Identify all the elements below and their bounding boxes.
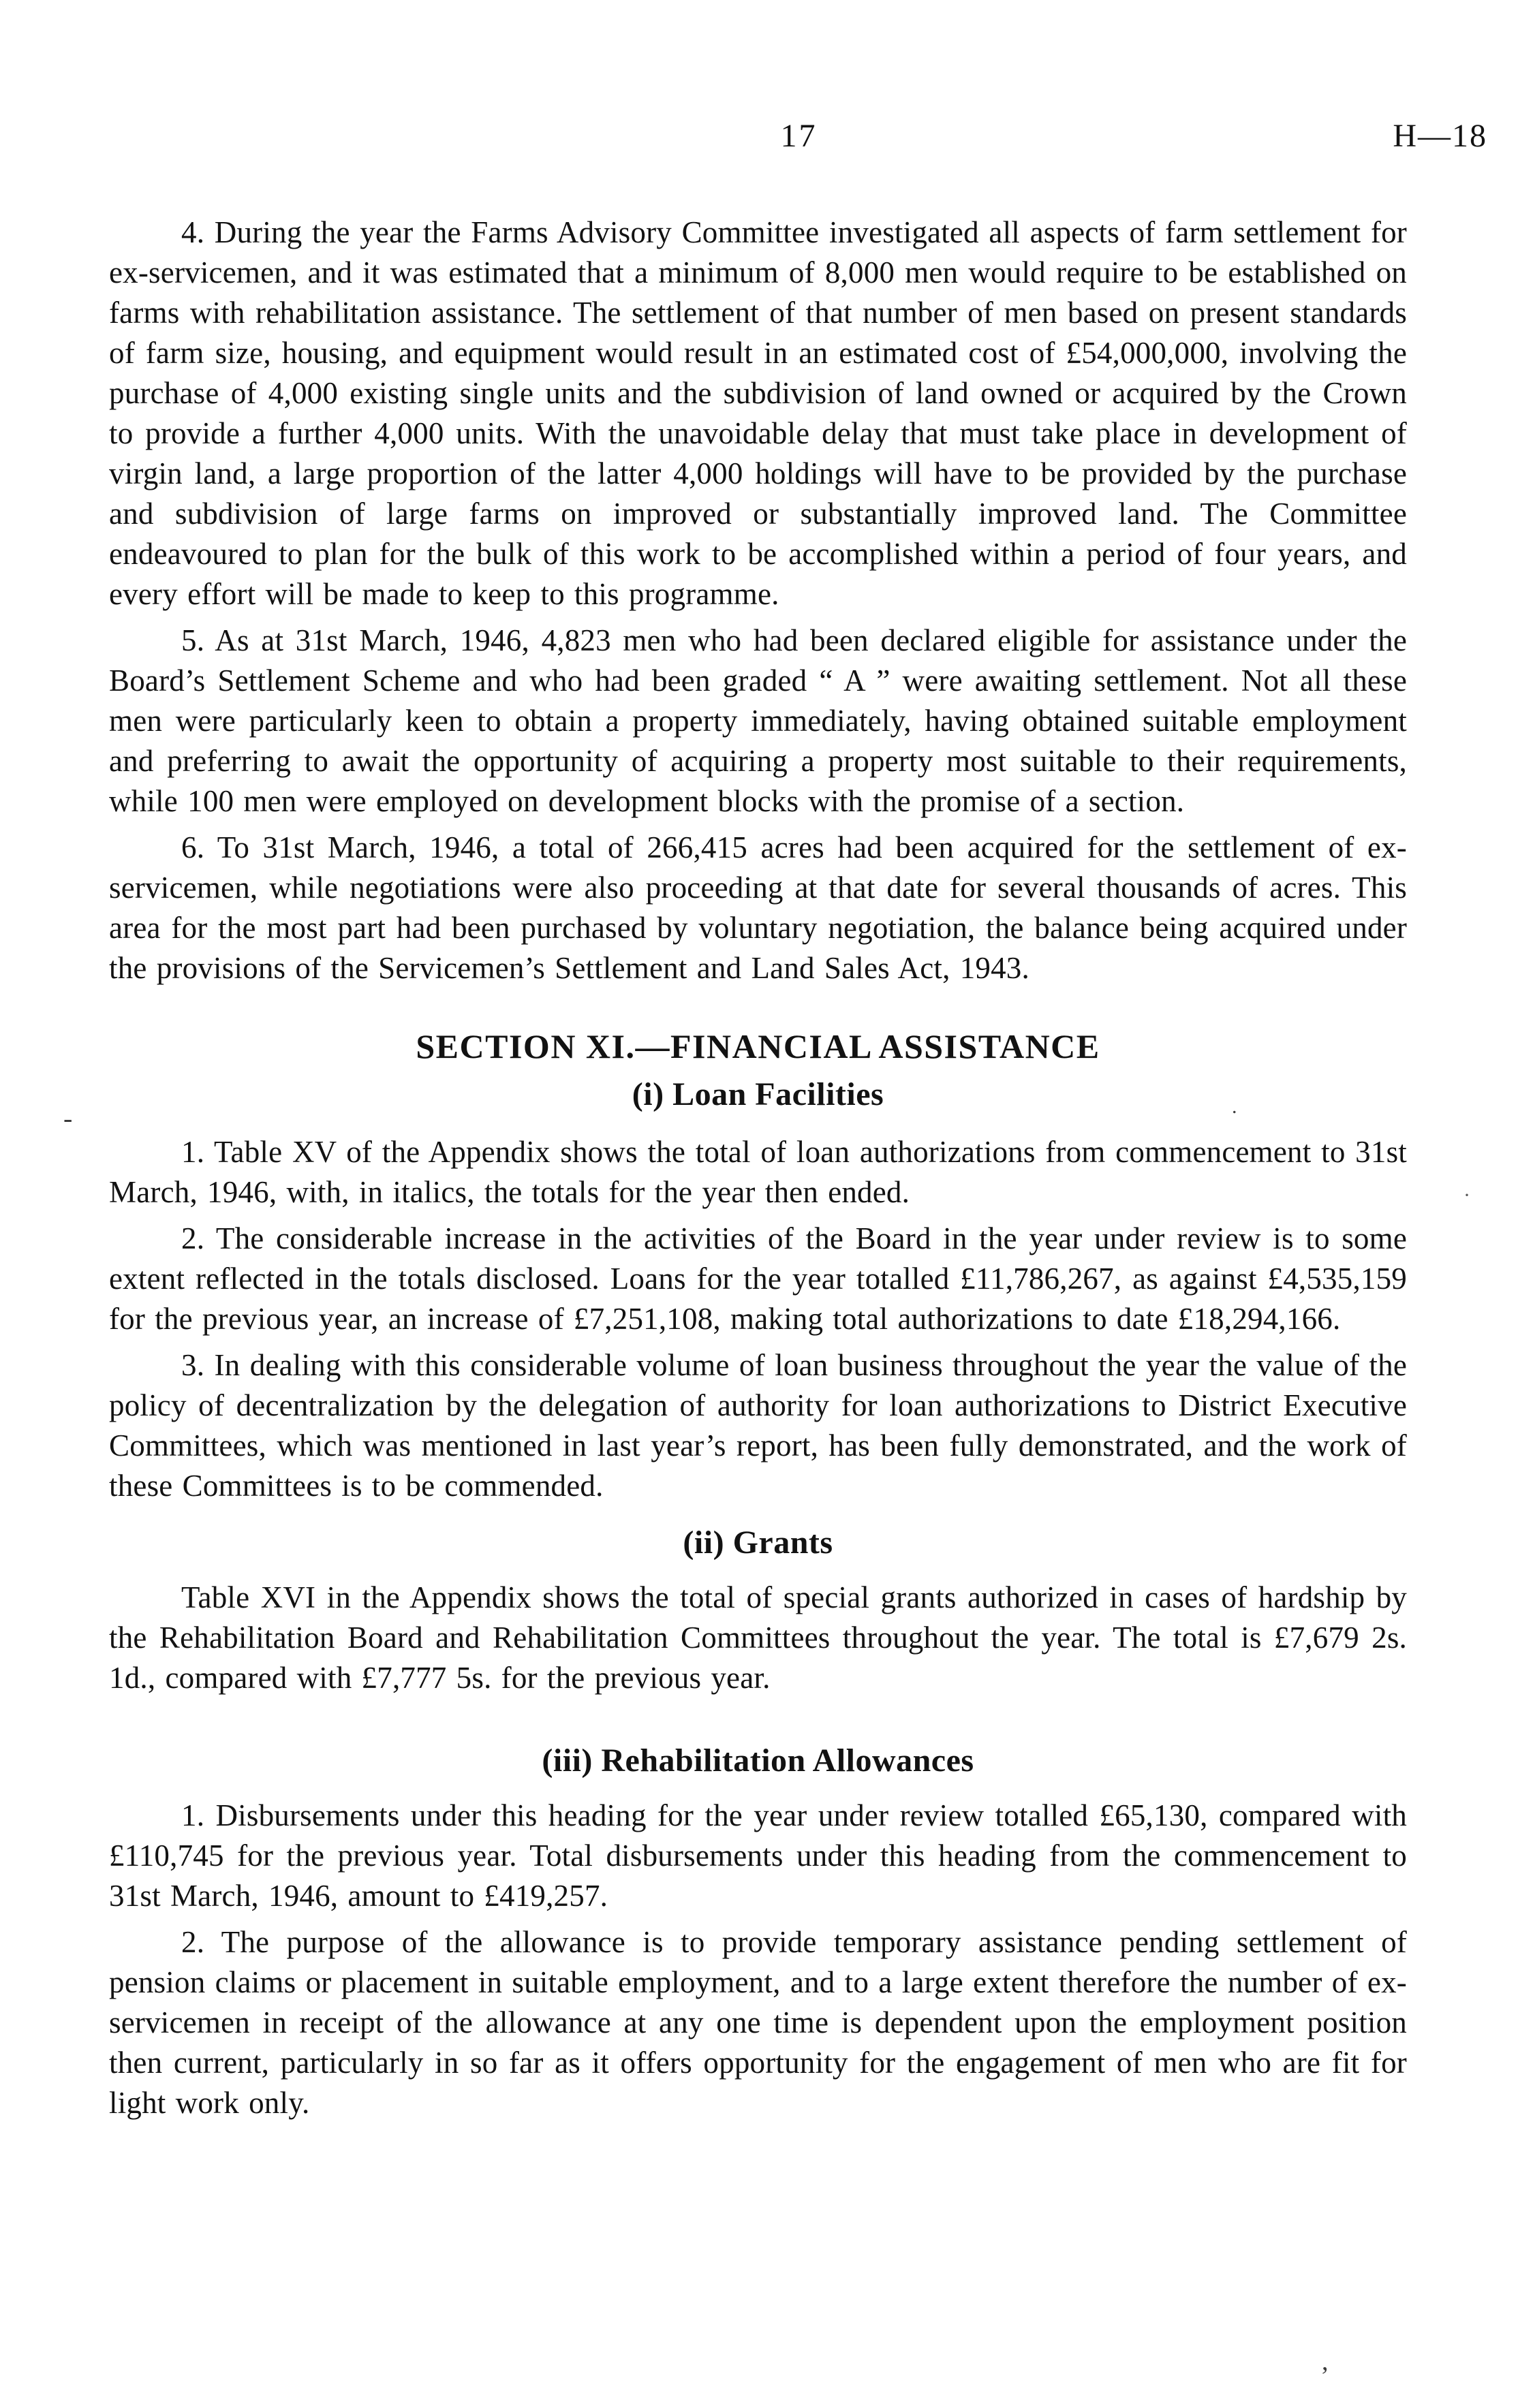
rehabilitation-allowances-paragraph-2: 2. The purpose of the allowance is to provide temporary assistance pending settlement of pension claims or placement in suitable employment, and to a large extent therefore the number of ex-servicemen in receipt of the allowance at any one time is dependent upon the employment position then current, particularly in so far as it offers opportunity for the engagement of men who are fit for light work only. [109,1925,1407,2120]
page-header [109,117,1487,157]
subsection-rehabilitation-allowances-heading: (iii) Rehabilitation Allowances [542,1742,974,1779]
paragraph-4-farm-settlement: 4. During the year the Farms Advisory Committee investigated all aspects of farm settlement for ex-servicemen, and it was estimated that a minimum of 8,000 men would require to be established on farms with rehabilitation assistance. The settlement of that number of men based on present standards of farm size, housing, and equipment would result in an estimated cost of £54,000,000, involving the purchase of 4,000 existing single units and the subdivision of land owned or acquired by the Crown to provide a further 4,000 units. With the unavoidable delay that must take place in development of virgin land, a large proportion of the latter 4,000 holdings will have to be provided by the purchase and subdivision of large farms on improved or substantially improved land. The Committee endeavoured to plan for the bulk of this work to be accomplished within a period of four years, and every effort will be made to keep to this programme. [109,215,1407,611]
page-number: 17 [780,118,818,154]
loan-facilities-paragraph-1: 1. Table XV of the Appendix shows the total of loan authorizations from commencement to 31st March, 1946, with, in italics, the totals for the year then ended. [109,1135,1407,1209]
grants-paragraph: Table XVI in the Appendix shows the total of special grants authorized in cases of hardship by the Rehabilitation Board and Rehabilitation Committees throughout the year. The total is £7,679 2s. 1d., compared with £7,777 5s. for the previous year. [109,1580,1407,1695]
scan-artifact-margin-dot: · [1463,1184,1470,1206]
scan-artifact-left-mark: - [63,1103,73,1133]
document-body [109,213,1407,2123]
scan-artifact-bottom-comma: , [1322,2347,1329,2376]
subsection-loan-facilities-heading: (i) Loan Facilities [632,1076,884,1112]
paragraph-5-settlement-scheme: 5. As at 31st March, 1946, 4,823 men who had been declared eligible for assistance under the Board’s Settlement Scheme and who had been graded “ A ” were awaiting settlement. Not all these men were particularly keen to obtain a property immediately, having obtained suitable employment and preferring to await the opportunity of acquiring a property most suitable to their requirements, while 100 men were employed on development blocks with the promise of a section. [109,623,1407,818]
loan-facilities-paragraph-3: 3. In dealing with this considerable volume of loan business throughout the year the value of the policy of decentralization by the delegation of authority for loan authorizations to District Executive Committees, which was mentioned in last year’s report, has been fully demonstrated, and the work of these Committees is to be commended. [109,1348,1407,1503]
subsection-grants-heading: (ii) Grants [683,1524,833,1561]
rehabilitation-allowances-paragraph-1: 1. Disbursements under this heading for the year under review totalled £65,130, compared with £110,745 for the previous year. Total disbursements under this heading from the commencement to 31st March, 1946, amount to £419,257. [109,1798,1407,1913]
paragraph-6-land-acquired: 6. To 31st March, 1946, a total of 266,415 acres had been acquired for the settlement of ex-servicemen, while negotiations were also proceeding at that date for several thousands of acres. This area for the most part had been purchased by voluntary negotiation, the balance being acquired under the provisions of the Servicemen’s Settlement and Land Sales Act, 1943. [109,830,1407,985]
document-reference: H—18 [1393,118,1487,154]
section-xi-heading: SECTION XI.—FINANCIAL ASSISTANCE [416,1027,1100,1065]
scan-artifact-right-dot: . [1232,1095,1237,1118]
loan-facilities-paragraph-2: 2. The considerable increase in the activities of the Board in the year under review is to some extent reflected in the totals disclosed. Loans for the year totalled £11,786,267, as against £4,535,159 for the previous year, an increase of £7,251,108, making total authorizations to date £18,294,166. [109,1221,1407,1336]
